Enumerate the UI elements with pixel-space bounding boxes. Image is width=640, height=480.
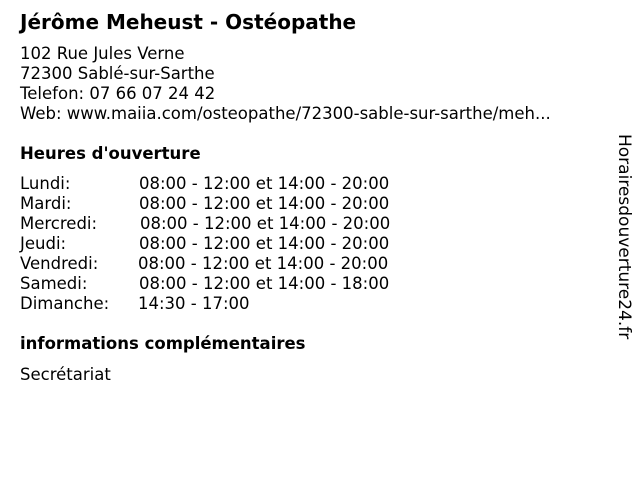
business-title: Jérôme Meheust - Ostéopathe [20,10,357,34]
address-block [20,44,551,124]
website-link[interactable]: Web: www.maiia.com/osteopathe/72300-sable-sur-sarthe/meh... [20,104,551,123]
brand-watermark[interactable]: Horairesdouverture24.fr [614,134,634,340]
time-value: 14:30 - 17:00 [138,294,250,313]
additional-info-text: Secrétariat [20,365,111,384]
day-label: Mardi: [20,194,72,213]
day-label: Vendredi: [20,254,99,273]
time-value: 08:00 - 12:00 et 14:00 - 20:00 [139,174,390,193]
time-value: 08:00 - 12:00 et 14:00 - 20:00 [139,234,390,253]
phone-number[interactable]: Telefon: 07 66 07 24 42 [20,84,216,103]
day-label: Dimanche: [20,294,110,313]
additional-info-heading: informations complémentaires [20,334,306,353]
day-label: Samedi: [20,274,88,293]
day-label: Mercredi: [20,214,98,233]
day-label: Jeudi: [20,234,67,253]
day-label: Lundi: [20,174,71,193]
time-value: 08:00 - 12:00 et 14:00 - 20:00 [139,194,390,213]
opening-hours-heading: Heures d'ouverture [20,144,201,163]
address-street: 102 Rue Jules Verne [20,44,185,63]
time-value: 08:00 - 12:00 et 14:00 - 18:00 [139,274,390,293]
time-value: 08:00 - 12:00 et 14:00 - 20:00 [140,214,391,233]
address-city: 72300 Sablé-sur-Sarthe [20,64,215,83]
time-value: 08:00 - 12:00 et 14:00 - 20:00 [138,254,389,273]
